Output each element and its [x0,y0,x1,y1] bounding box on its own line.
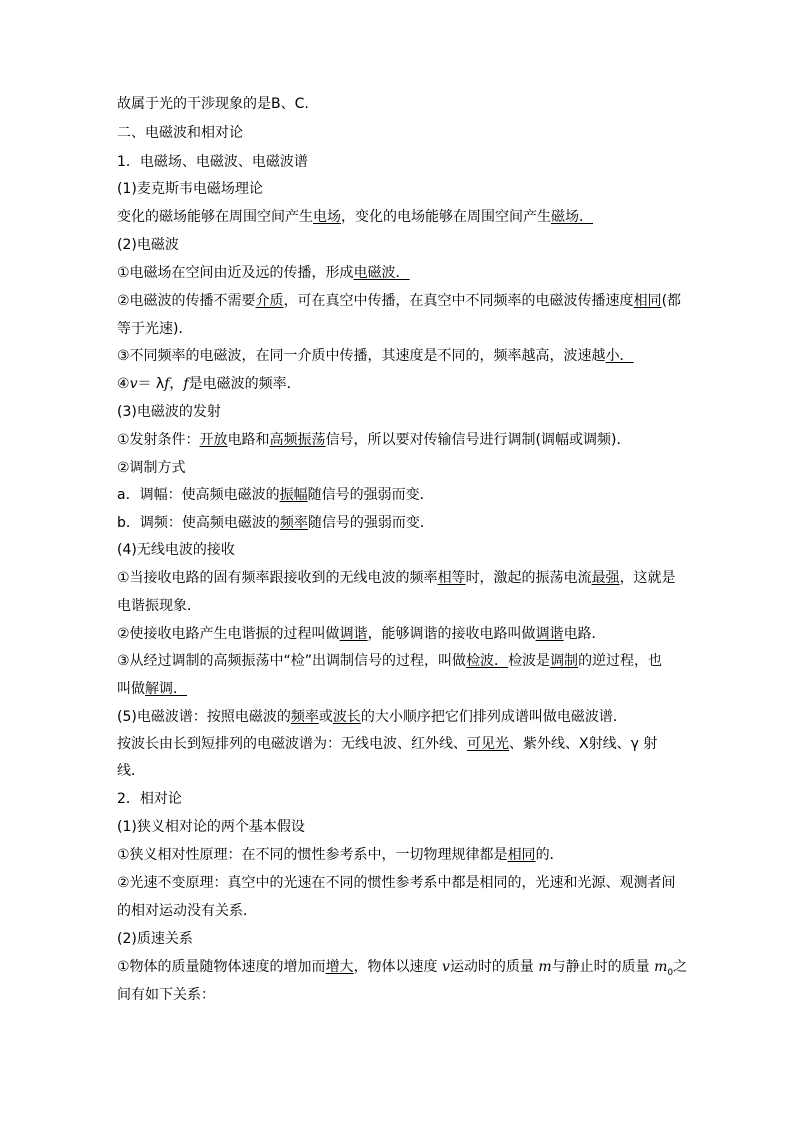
text-segment: a．调幅：使高频电磁波的 [117,487,280,503]
underlined-term: 高频振荡 [269,432,326,448]
text-segment: ，物体以速度 [353,959,443,975]
text-line-l12 [117,403,682,421]
text-segment: ＝ λ [137,376,165,392]
text-segment: 随信号的强弱而变． [307,487,434,503]
text-line-l16 [117,514,682,532]
text-segment: 检波是 [508,653,551,669]
text-line-l04 [117,180,682,198]
text-segment: 线． [117,763,145,779]
text-segment: 、紫外线、X射线、γ 射 [509,736,658,752]
text-line-l33 [117,986,682,1004]
text-segment: ，这就是 [619,570,676,586]
text-line-l17 [117,541,682,559]
text-segment: ，变化的电场能够在周围空间产生 [341,209,551,225]
text-segment: (5)电磁波谱：按照电磁波的 [117,709,291,725]
text-segment: 变化的磁场能够在周围空间产生 [117,209,313,225]
text-segment: 间有如下关系： [117,987,215,1003]
text-segment: (1)麦克斯韦电磁场理论 [117,181,263,197]
underlined-term: 解调． [145,681,187,697]
underlined-term: 电磁波． [353,265,410,281]
text-line-l13 [117,431,682,449]
text-segment: ①电磁场在空间由近及远的传播，形成 [117,265,354,281]
underlined-term: 调谐 [339,626,368,642]
text-segment: ①当接收电路的固有频率跟接收到的无线电波的频率 [117,570,438,586]
underlined-term: 介质 [255,293,284,309]
math-symbol: v [442,959,450,975]
math-symbol: f [183,376,189,392]
text-segment: 与静止时的质量 [551,959,655,975]
text-line-l32 [117,958,688,982]
underlined-term: 可见光 [467,736,509,752]
text-line-l25 [117,762,682,780]
underlined-term: 波长 [332,709,361,725]
text-segment: 叫做 [117,681,145,697]
underlined-term: 最强 [591,570,620,586]
text-segment: 电路和 [227,432,270,448]
text-segment: (3)电磁波的发射 [117,404,221,420]
text-segment: 0 [667,967,674,978]
text-segment: 或 [318,709,333,725]
underlined-term: 开放 [199,432,228,448]
text-line-l23 [117,708,682,726]
text-segment: 故属于光的干涉现象的是B、C. [117,96,309,112]
text-segment: (2)电磁波 [117,237,179,253]
text-segment: 1．电磁场、电磁波、电磁波谱 [117,154,308,170]
text-segment: 随信号的强弱而变． [307,515,434,531]
text-segment: 的逆过程，也 [578,653,663,669]
text-segment: (2)质速关系 [117,931,193,947]
text-segment: ①发射条件： [117,432,200,448]
math-symbol: m [538,959,552,975]
text-line-l15 [117,486,682,504]
underlined-term: 相等 [437,570,466,586]
text-segment: ，可在真空中传播，在真空中不同频率的电磁波传播速度 [283,293,634,309]
text-line-l22 [117,680,682,698]
text-line-l28 [117,846,682,864]
underlined-term: 检波． [466,653,509,669]
text-line-l27 [117,818,682,836]
text-line-l03 [117,153,682,171]
text-segment: 运动时的质量 [449,959,539,975]
text-segment: 的大小顺序把它们排列成谱叫做电磁波谱． [360,709,627,725]
text-segment: 2．相对论 [117,791,182,807]
text-segment: 电谐振现象． [117,598,201,614]
text-segment: 的相对运动没有关系． [117,903,257,919]
text-segment: ①狭义相对性原理：在不同的惯性参考系中，一切物理规律都是 [117,847,508,863]
underlined-term: 小． [605,348,634,364]
text-line-l01 [117,95,682,113]
underlined-term: 频率 [290,709,319,725]
underlined-term: 调制 [550,653,579,669]
text-line-l20 [117,625,682,643]
text-segment: ②使接收电路产生电谐振的过程叫做 [117,626,340,642]
underlined-term: 频率 [279,515,308,531]
text-segment: 二、电磁波和相对论 [117,125,243,141]
text-segment: ③从经过调制的高频振荡中“检”出调制信号的过程，叫做 [117,653,467,669]
underlined-term: 相同 [507,847,536,863]
math-symbol: v [129,376,138,392]
text-line-l08 [117,292,682,310]
math-symbol: m [654,959,668,975]
text-segment: ④ [117,376,130,392]
text-line-l30 [117,902,682,920]
text-segment: (4)无线电波的接收 [117,542,235,558]
text-line-l05 [117,208,682,226]
text-segment: 等于光速)． [117,321,193,337]
underlined-term: 电场 [313,209,341,225]
text-line-l02 [117,124,682,142]
text-line-l14 [117,459,682,477]
text-segment: (都 [661,293,682,309]
text-line-l29 [117,874,682,892]
text-segment: ③不同频率的电磁波，在同一介质中传播，其速度是不同的，频率越高，波速越 [117,348,606,364]
text-line-l06 [117,236,682,254]
underlined-term: 振幅 [279,487,308,503]
text-line-l31 [117,930,682,948]
text-line-l26 [117,790,682,808]
text-segment: 时，激起的振荡电流 [465,570,592,586]
math-symbol: f [164,376,170,392]
text-line-l21 [117,652,682,670]
text-line-l10 [117,347,682,365]
text-segment: ②调制方式 [117,460,186,476]
text-line-l18 [117,569,682,587]
text-segment: 电路． [563,626,606,642]
text-segment: 信号，所以要对传输信号进行调制(调幅或调频)． [325,432,631,448]
text-segment: 是电磁波的频率． [188,376,301,392]
text-segment: ②光速不变原理：真空中的光速在不同的惯性参考系中都是相同的，光速和光源、观测者间 [117,875,676,891]
text-line-l24 [117,735,682,753]
text-line-l09 [117,320,682,338]
text-line-l11 [117,375,682,393]
text-line-l19 [117,597,682,615]
text-segment: ②电磁波的传播不需要 [117,293,256,309]
text-segment: ，能够调谐的接收电路叫做 [367,626,536,642]
text-segment: ， [169,376,184,392]
text-segment: ①物体的质量随物体速度的增加而 [117,959,326,975]
text-segment: 之 [673,959,688,975]
text-segment: b．调频：使高频电磁波的 [117,515,280,531]
underlined-term: 调谐 [535,626,564,642]
text-segment: 的． [535,847,564,863]
underlined-term: 增大 [325,959,354,975]
text-segment: 按波长由长到短排列的电磁波谱为：无线电波、红外线、 [117,736,467,752]
text-segment: (1)狭义相对论的两个基本假设 [117,819,305,835]
underlined-term: 磁场． [551,209,593,225]
text-line-l07 [117,264,682,282]
underlined-term: 相同 [633,293,662,309]
